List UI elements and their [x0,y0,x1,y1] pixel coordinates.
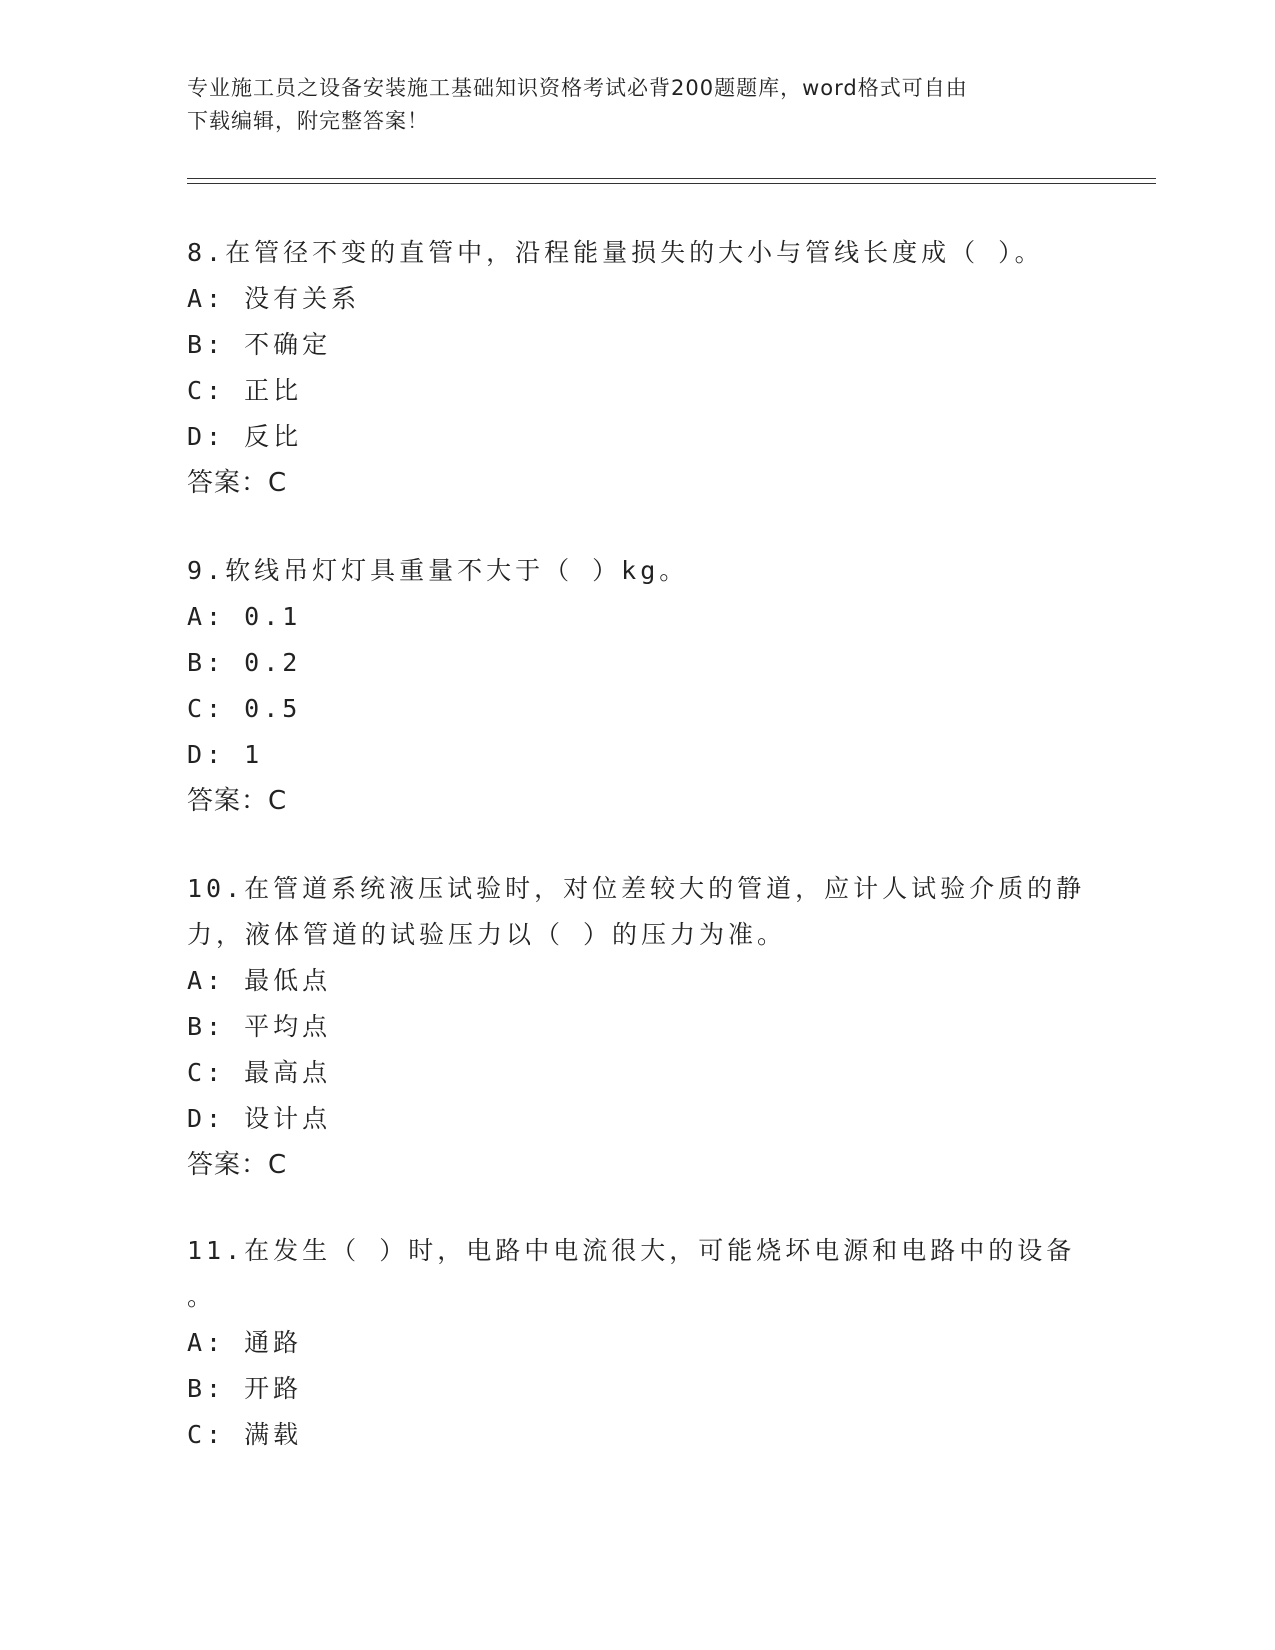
question-stem-line-1: 10.在管道系统液压试验时，对位差较大的管道，应计人试验介质的静 [187,874,1086,903]
answer: 答案：C [187,1150,288,1180]
option-c: C: 0.5 [187,694,302,723]
title-line-1: 专业施工员之设备安装施工基础知识资格考试必背200题题库，word格式可自由 [187,76,968,100]
question-8 [187,230,1087,506]
option-c: C: 满载 [187,1420,303,1449]
question-stem-line-1: 11.在发生（ ）时，电路中电流很大，可能烧坏电源和电路中的设备 [187,1236,1076,1265]
option-c: C: 正比 [187,376,303,405]
title-divider-top [187,178,1156,179]
question-10 [187,866,1087,1188]
option-d: D: 设计点 [187,1104,332,1133]
option-b: B: 开路 [187,1374,303,1403]
question-9 [187,548,1087,824]
question-stem-line-2: 。 [187,1282,217,1311]
option-c: C: 最高点 [187,1058,332,1087]
answer: 答案：C [187,786,288,816]
option-b: B: 不确定 [187,330,332,359]
document-title [187,72,1067,138]
title-divider-bottom [187,183,1156,184]
option-d: D: 1 [187,740,264,769]
option-a: A: 0.1 [187,602,302,631]
question-stem: 9.软线吊灯灯具重量不大于（ ）kg。 [187,556,689,585]
question-stem: 8.在管径不变的直管中，沿程能量损失的大小与管线长度成（ ）。 [187,238,1044,267]
option-a: A: 最低点 [187,966,332,995]
title-line-2: 下载编辑，附完整答案！ [187,109,429,133]
answer: 答案：C [187,468,288,498]
question-11 [187,1228,1087,1458]
option-a: A: 没有关系 [187,284,361,313]
option-b: B: 平均点 [187,1012,332,1041]
option-d: D: 反比 [187,422,303,451]
question-stem-line-2: 力，液体管道的试验压力以（ ）的压力为准。 [187,920,787,949]
option-a: A: 通路 [187,1328,303,1357]
option-b: B: 0.2 [187,648,302,677]
